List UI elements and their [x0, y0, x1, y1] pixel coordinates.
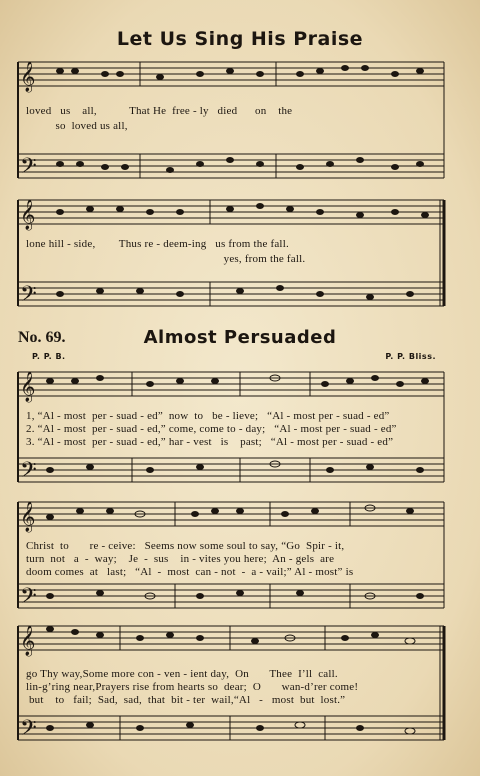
lyric-h2-verse1-line3: go Thy way,Some more con - ven - ient day, On Thee I’ll call.: [26, 668, 338, 680]
svg-text:𝄢: 𝄢: [20, 716, 37, 746]
lyric-h2-verse2-line1: 2. “Al - most per - suad - ed,” come, come to - day; “Al - most per - suad - ed”: [26, 423, 397, 435]
svg-text:𝄞: 𝄞: [20, 200, 36, 230]
lyric-h2-verse1-line1: 1, “Al - most per - suad - ed” now to be - lieve; “Al - most per - suad - ed”: [26, 410, 390, 422]
svg-text:𝄢: 𝄢: [20, 154, 37, 184]
lyric-h1-line-3: lone hill - side, Thus re - deem-ing us from the fall.: [26, 238, 289, 250]
hymn-title-almost-persuaded: Almost Persuaded: [143, 327, 337, 348]
svg-text:𝄞: 𝄞: [20, 372, 36, 402]
music-credit: P. P. Bliss.: [385, 352, 436, 361]
lyric-h1-line-1: loved us all, That He free - ly died on the: [26, 105, 293, 117]
hymn-title-let-us-sing: Let Us Sing His Praise: [116, 28, 364, 50]
words-credit: P. P. B.: [32, 352, 66, 361]
svg-text:𝄞: 𝄞: [20, 502, 36, 532]
svg-text:𝄢: 𝄢: [20, 282, 37, 312]
notes-system-4: [46, 505, 424, 599]
lyric-h1-line-4: yes, from the fall.: [26, 253, 306, 265]
svg-text:𝄢: 𝄢: [20, 458, 37, 488]
lyric-h1-line-2: so loved us all,: [26, 120, 128, 132]
lyric-h2-verse3-line3: but to fail; Sad, sad, that bit - ter wail,“Al - most but lost.”: [26, 694, 346, 706]
lyric-h2-verse3-line2: doom comes at last; “Al - most can - not - a - vail;” Al - most” is: [26, 566, 354, 578]
lyric-h2-verse2-line3: lin-g’ring near,Prayers rise from hearts so dear; O wan-d’rer come!: [26, 681, 359, 693]
lyric-h2-verse1-line2: Christ to re - ceive: Seems now some soul to say, “Go Spir - it,: [26, 540, 345, 552]
svg-text:𝄞: 𝄞: [20, 62, 36, 92]
notes-system-1: [56, 65, 424, 173]
lyric-h2-verse3-line1: 3. “Al - most per - suad - ed,” har - vest is past; “Al - most per - suad - ed”: [26, 436, 394, 448]
svg-text:𝄢: 𝄢: [20, 584, 37, 614]
hymn-number: No. 69.: [18, 329, 66, 346]
lyric-h2-verse2-line2: turn not a - way; Je - sus in - vites you here; An - gels are: [26, 553, 335, 565]
svg-text:𝄞: 𝄞: [20, 626, 36, 656]
